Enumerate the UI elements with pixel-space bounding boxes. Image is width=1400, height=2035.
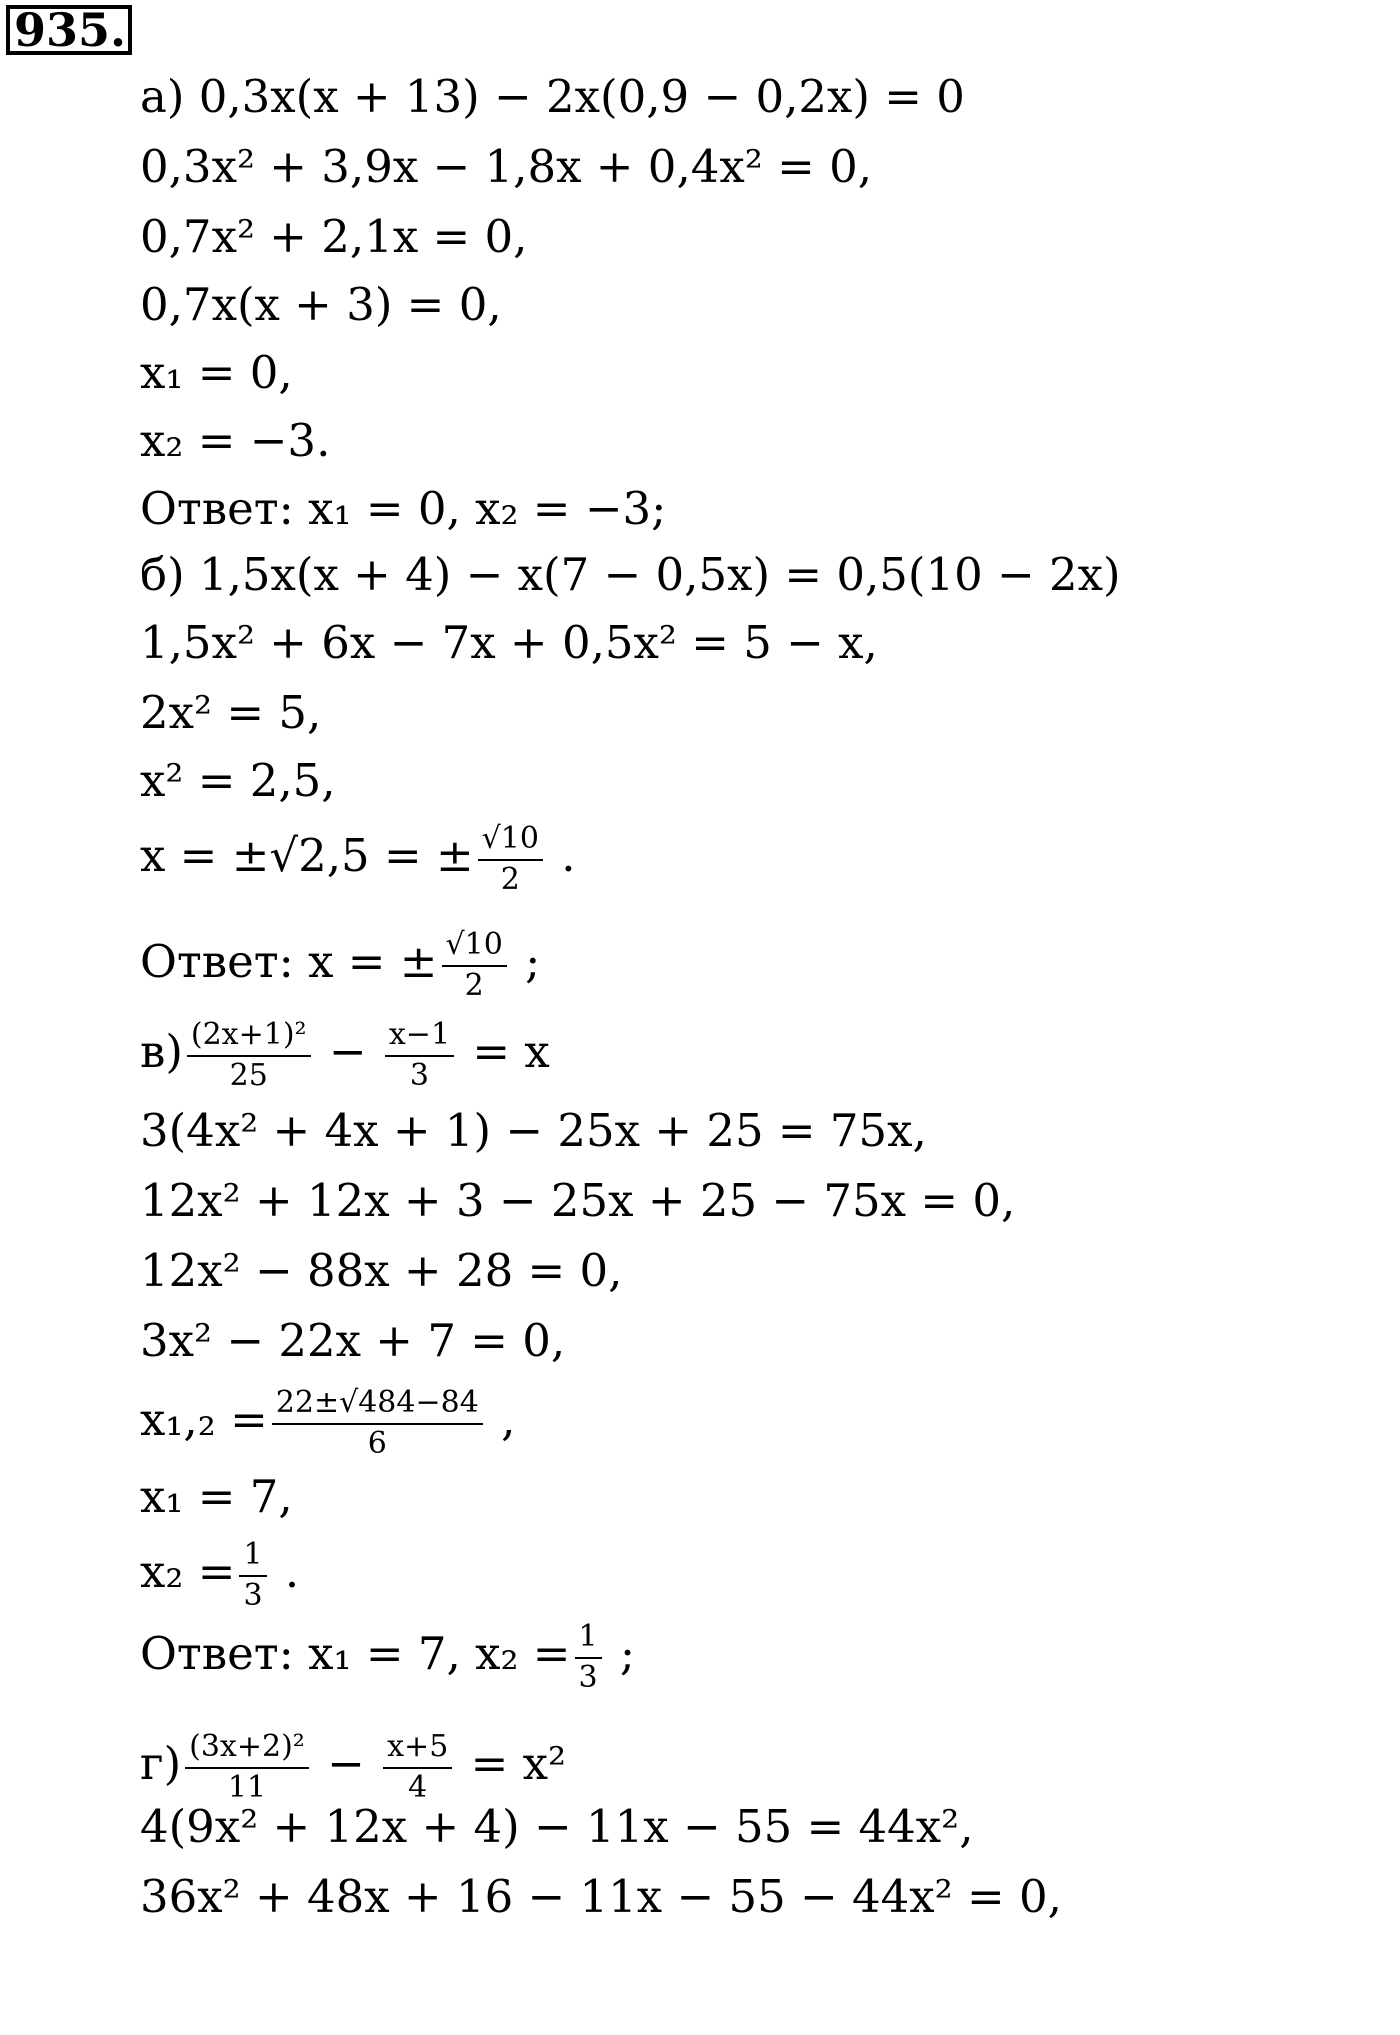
line-text: а) 0,3x(x + 13) − 2x(0,9 − 0,2x) = 0 — [140, 70, 965, 123]
fraction-numerator: (2x+1)² — [187, 1018, 311, 1057]
solution-line — [140, 928, 540, 1003]
fraction-denominator: 3 — [578, 1659, 598, 1695]
solution-line — [140, 1104, 927, 1157]
solution-line — [140, 1018, 550, 1093]
solution-line — [140, 548, 1121, 601]
solution-line — [140, 686, 321, 739]
fraction-numerator: √10 — [478, 822, 543, 861]
solution-line — [140, 1620, 635, 1695]
fraction-numerator: 1 — [575, 1620, 602, 1659]
fraction-numerator: √10 — [442, 928, 507, 967]
fraction-denominator: 6 — [367, 1425, 387, 1461]
line-text: x² = 2,5, — [140, 754, 336, 807]
solution-line — [140, 1244, 622, 1297]
fraction — [185, 1730, 309, 1805]
fraction — [575, 1620, 602, 1695]
fraction-denominator: 3 — [243, 1577, 263, 1613]
line-text: = x² — [456, 1737, 567, 1790]
line-text: − — [314, 1025, 381, 1078]
fraction-denominator: 4 — [408, 1769, 428, 1805]
line-text: 0,7x² + 2,1x = 0, — [140, 210, 528, 263]
fraction-denominator: 3 — [409, 1057, 430, 1093]
line-text: . — [546, 829, 576, 882]
fraction — [239, 1538, 266, 1613]
fraction — [383, 1730, 452, 1805]
line-text: 3(4x² + 4x + 1) − 25x + 25 = 75x, — [140, 1104, 927, 1157]
solution-line — [140, 1538, 299, 1613]
solution-line — [140, 346, 293, 399]
line-text: 12x² − 88x + 28 = 0, — [140, 1244, 623, 1297]
fraction-numerator: 1 — [239, 1538, 266, 1577]
line-text: ; — [510, 935, 541, 988]
fraction — [187, 1018, 311, 1093]
fraction — [385, 1018, 454, 1093]
line-text: x₁ = 0, — [140, 346, 293, 399]
solution-line — [140, 278, 502, 331]
line-text: x = ±√2,5 = ± — [140, 829, 474, 882]
line-text: Ответ: x₁ = 0, x₂ = −3; — [140, 482, 667, 535]
fraction-numerator: x+5 — [383, 1730, 452, 1769]
line-text: 36x² + 48x + 16 − 11x − 55 − 44x² = 0, — [140, 1870, 1062, 1923]
line-text: 3x² − 22x + 7 = 0, — [140, 1314, 566, 1367]
line-text: − — [312, 1737, 380, 1790]
fraction-denominator: 2 — [500, 861, 520, 897]
line-text: 4(9x² + 12x + 4) − 11x − 55 = 44x², — [140, 1800, 974, 1853]
solution-line — [140, 1800, 974, 1853]
line-text: г) — [140, 1737, 182, 1790]
line-text: x₂ = — [140, 1545, 236, 1598]
fraction-denominator: 25 — [229, 1057, 268, 1093]
fraction-numerator: (3x+2)² — [185, 1730, 309, 1769]
solution-line — [140, 616, 878, 669]
line-text: . — [270, 1545, 300, 1598]
solution-line — [140, 754, 336, 807]
solution-line — [140, 1386, 515, 1461]
line-text: x₁,₂ = — [140, 1393, 268, 1446]
line-text: ; — [605, 1627, 636, 1680]
line-text: 0,7x(x + 3) = 0, — [140, 278, 502, 331]
fraction-denominator: 2 — [464, 967, 484, 1003]
solution-line — [140, 1730, 566, 1805]
line-text: в) — [140, 1025, 183, 1078]
solution-line — [140, 1870, 1062, 1923]
line-text: = x — [458, 1025, 550, 1078]
fraction — [442, 928, 507, 1003]
line-text: 0,3x² + 3,9x − 1,8x + 0,4x² = 0, — [140, 140, 873, 193]
solution-line — [140, 414, 330, 467]
fraction-denominator: 11 — [227, 1769, 267, 1805]
solution-line — [140, 1314, 565, 1367]
solution-line — [140, 140, 872, 193]
solution-line — [140, 822, 576, 897]
solution-line — [140, 1470, 293, 1523]
line-text: x₂ = −3. — [140, 414, 331, 467]
solution-line — [140, 210, 528, 263]
line-text: Ответ: x = ± — [140, 935, 438, 988]
problem-number: 935. — [6, 5, 132, 55]
solution-line — [140, 70, 965, 123]
fraction — [272, 1386, 483, 1461]
line-text: 1,5x² + 6x − 7x + 0,5x² = 5 − x, — [140, 616, 878, 669]
line-text: Ответ: x₁ = 7, x₂ = — [140, 1627, 571, 1680]
solution-line — [140, 1174, 1015, 1227]
fraction — [478, 822, 543, 897]
line-text: 12x² + 12x + 3 − 25x + 25 − 75x = 0, — [140, 1174, 1016, 1227]
fraction-numerator: 22±√484−84 — [272, 1386, 483, 1425]
line-text: , — [486, 1393, 516, 1446]
line-text: 2x² = 5, — [140, 686, 322, 739]
fraction-numerator: x−1 — [385, 1018, 454, 1057]
line-text: x₁ = 7, — [140, 1470, 293, 1523]
line-text: б) 1,5x(x + 4) − x(7 − 0,5x) = 0,5(10 − 2x) — [140, 548, 1121, 601]
solution-line — [140, 482, 666, 535]
